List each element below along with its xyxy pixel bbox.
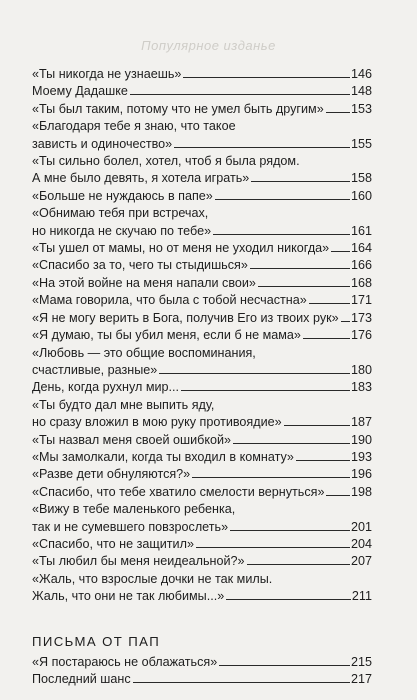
toc-entry[interactable] [32,484,372,501]
leader-line [192,477,350,478]
leader-line [159,373,350,374]
toc-entry-title: зависть и одиночество» [32,136,173,151]
leader-line [341,321,350,322]
leader-line [219,665,350,666]
toc-entry-row [32,83,372,100]
toc-entry-title: «Я не могу верить в Бога, получив Его из твоих рук» [32,310,339,325]
toc-entry-title-line: «Жаль, что взрослые дочки не так милы. [32,571,273,586]
leader-line [250,268,350,269]
page-number: 217 [350,672,372,687]
toc-entry-row [32,275,372,292]
toc-entry-title: «Ты никогда не узнаешь» [32,67,182,81]
toc-entry-title: «Ты был таким, потому что не умел быть другим» [32,101,324,116]
toc-entry-row [32,671,372,688]
toc-entry[interactable] [32,101,372,118]
bleed-through-header: Популярное изданье [141,38,276,53]
toc-entry-title: но никогда не скучаю по тебе» [32,223,212,238]
page-number: 160 [350,188,372,203]
toc-entry-row [32,466,372,483]
toc-entry-title: «Ты назвал меня своей ошибкой» [32,432,232,447]
toc-entry[interactable] [32,66,372,83]
toc-entry[interactable] [32,240,372,257]
toc-entry[interactable] [32,449,372,466]
toc-entry[interactable] [32,553,372,570]
toc-entry-row [32,292,372,309]
toc-entry-title-line: «Вижу в тебе маленького ребенка, [32,502,236,517]
toc-entry-row [32,414,372,431]
toc-entry[interactable] [32,310,372,327]
leader-line [303,338,350,339]
toc-entry-title: «Мы замолкали, когда ты входил в комнату» [32,449,294,464]
toc-entry-title: счастливые, разные» [32,362,158,377]
page-number: 146 [350,67,372,81]
toc-entry-row [32,553,372,570]
toc-entry-row [32,327,372,344]
toc-entry-title: «На этой войне на меня напали свои» [32,275,256,290]
toc-entry-title: «Разве дети обнуляются?» [32,467,191,482]
toc-entry-row [32,449,372,466]
toc-entry-row [32,101,372,118]
toc-entry-title-line: «Благодаря тебе я знаю, что такое [32,119,236,134]
page-number: 158 [350,171,372,186]
toc-entry-row [32,362,372,379]
toc-entry-row [32,432,372,449]
toc-entry[interactable] [32,397,372,432]
toc-entry-title: но сразу вложил в мою руку противоядие» [32,415,282,430]
toc-entry-row [32,484,372,501]
toc-entry-title: «Больше не нуждаюсь в папе» [32,188,213,203]
page-number: 180 [350,362,372,377]
page-number: 193 [350,449,372,464]
toc-entry-title: «Я думаю, ты бы убил меня, если б не мама» [32,328,301,343]
page-number: 161 [350,223,372,238]
page-number: 183 [350,380,372,395]
leader-line [226,599,351,600]
section-entries [32,654,372,689]
toc-entry[interactable] [32,83,372,100]
toc-entry[interactable] [32,466,372,483]
leader-line [215,199,350,200]
page-number: 166 [350,258,372,273]
toc-entry-title: так и не сумевшего повзрослеть» [32,519,229,534]
page-number: 204 [350,536,372,551]
toc-entry-row [32,136,372,153]
toc-entry-row [32,536,372,553]
toc-entry-row [32,223,372,240]
page-number: 155 [350,136,372,151]
page-number: 168 [350,275,372,290]
toc-entry[interactable] [32,292,372,309]
toc-entry-row [32,240,372,257]
toc-entry[interactable] [32,571,372,606]
toc-entry-title-line: «Ты сильно болел, хотел, чтоб я была рядом. [32,154,300,169]
toc-entry-title: «Я постараюсь не облажаться» [32,655,218,669]
leader-line [284,425,350,426]
leader-line [174,147,350,148]
toc-entry[interactable] [32,327,372,344]
page-number: 207 [350,554,372,569]
toc-entry[interactable] [32,536,372,553]
leader-line [331,251,350,252]
toc-entry-title: «Мама говорила, что была с тобой несчастна» [32,293,307,308]
toc-entry-title: Жаль, что они не так любимы...» [32,589,225,604]
leader-line [251,181,350,182]
toc-entry-row [32,257,372,274]
toc-entry-title-line: «Ты будто дал мне выпить яду, [32,397,215,412]
toc-entry-row [32,170,372,187]
leader-line [247,564,350,565]
leader-line [183,77,350,78]
toc-entry-row [32,519,372,536]
page-number: 171 [350,293,372,308]
toc-entry-row [32,588,372,605]
toc-entry-title-line: «Обнимаю тебя при встречах, [32,206,209,221]
toc-entry-title: А мне было девять, я хотела играть» [32,171,250,186]
leader-line [130,94,350,95]
page-number: 173 [350,310,372,325]
leader-line [133,682,350,683]
page-number: 196 [350,467,372,482]
toc-entry[interactable] [32,153,372,188]
toc-entry[interactable] [32,275,372,292]
toc-entry-title: День, когда рухнул мир... [32,380,180,395]
toc-entry[interactable] [32,257,372,274]
toc-entry[interactable] [32,205,372,240]
toc-entry-title: «Спасибо за то, чего ты стыдишься» [32,258,248,273]
page-number: 211 [351,589,372,604]
toc-entry-row [32,188,372,205]
page-number: 198 [350,484,372,499]
leader-line [213,234,350,235]
page-number: 190 [350,432,372,447]
toc-entry-title: «Спасибо, что тебе хватило смелости вернуться» [32,484,325,499]
toc-entry[interactable] [32,654,372,671]
page-number: 215 [350,655,372,669]
toc-entry-row [32,379,372,396]
leader-line [326,495,350,496]
toc-entry-row [32,66,372,83]
leader-line [230,530,350,531]
page-number: 176 [350,328,372,343]
toc-entry[interactable] [32,432,372,449]
toc-entry-row [32,654,372,671]
leader-line [196,547,350,548]
toc-entry-title: Моему Дадашке [32,84,128,99]
leader-line [309,303,350,304]
leader-line [258,286,350,287]
page-number: 201 [350,519,372,534]
page-number: 153 [350,101,372,116]
toc-entry[interactable] [32,671,372,688]
toc-entry[interactable] [32,188,372,205]
toc-entry-title: «Спасибо, что не защитил» [32,536,194,551]
page-number: 187 [350,415,372,430]
toc-entry[interactable] [32,118,372,153]
section-heading: ПИСЬМА ОТ ПАП [32,633,161,649]
toc-entry-row [32,310,372,327]
leader-line [326,112,350,113]
toc-entry[interactable] [32,379,372,396]
toc-entry-title: «Ты любил бы меня неидеальной?» [32,554,245,569]
toc-entry[interactable] [32,501,372,536]
toc-entry-title-line: «Любовь — это общие воспоминания, [32,345,256,360]
leader-line [233,443,350,444]
toc-entry[interactable] [32,345,372,380]
page-number: 148 [350,84,372,99]
table-of-contents [32,66,372,689]
toc-entry-title: «Ты ушел от мамы, но от меня не уходил никогда» [32,241,330,256]
leader-line [296,460,350,461]
toc-entries [32,66,372,606]
toc-entry-title: Последний шанс [32,672,131,687]
page-number: 164 [350,241,372,256]
leader-line [181,390,350,391]
